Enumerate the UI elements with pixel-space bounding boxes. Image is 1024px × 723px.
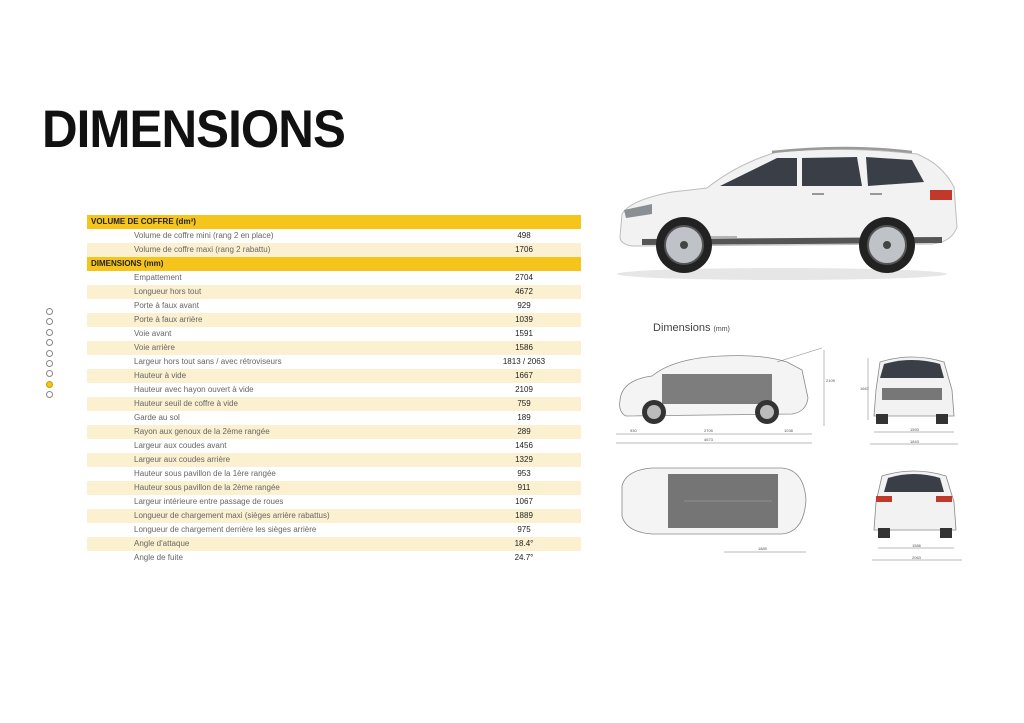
table-row [87,495,581,509]
nav-dot[interactable] [46,318,53,325]
row-label: Largeur aux coudes avant [134,441,227,450]
nav-dot[interactable] [46,350,53,357]
row-label: Porte à faux arrière [134,315,203,324]
dim-rear-width: 2063 [912,555,921,560]
row-value: 2109 [515,385,533,394]
table-row [87,327,581,341]
row-value: 1456 [515,441,533,450]
row-label: Hauteur seuil de coffre à vide [134,399,238,408]
diagrams-unit: (mm) [713,326,730,333]
row-label: Largeur intérieure entre passage de roues [134,497,284,506]
dim-height-open: 2109 [826,378,835,383]
row-value: 1329 [515,455,533,464]
table-row [87,271,581,285]
table-row [87,453,581,467]
row-value: 975 [517,525,531,534]
row-value: 1039 [515,315,533,324]
row-label: Hauteur sous pavillon de la 2ème rangée [134,483,280,492]
row-value: 1706 [515,245,533,254]
dim-rear-track: 1586 [912,543,921,548]
row-label: Rayon aux genoux de la 2ème rangée [134,427,270,436]
table-row [87,523,581,537]
table-row [87,313,581,327]
table-row [87,425,581,439]
nav-dot[interactable] [46,329,53,336]
table-row [87,229,581,243]
row-label: Largeur hors tout sans / avec rétroviseurs [134,357,282,366]
row-label: Angle de fuite [134,553,183,562]
top-dimension-diagram [612,460,812,564]
row-label: Longueur de chargement maxi (sièges arrière rabattus) [134,511,330,520]
row-label: Hauteur à vide [134,371,187,380]
row-label: Volume de coffre maxi (rang 2 rabattu) [134,245,271,254]
car-side-image [612,142,962,282]
row-value: 189 [517,413,531,422]
table-row [87,551,581,565]
row-value: 1813 / 2063 [502,357,546,366]
nav-dot[interactable] [46,391,53,398]
row-label: Longueur de chargement derrière les sièges arrière [134,525,317,534]
row-value: 1586 [515,343,533,352]
row-value: 1067 [515,497,533,506]
row-value: 24.7° [514,553,534,562]
dim-overhang-front: 930 [630,428,637,433]
table-row [87,397,581,411]
table-row [87,299,581,313]
diagrams-title-text: Dimensions [653,322,711,334]
row-value: 1889 [515,511,533,520]
row-label: Volume de coffre mini (rang 2 en place) [134,231,274,240]
dim-front-width: 1843 [910,439,919,444]
dim-load-length: 1889 [758,546,767,551]
row-value: 1591 [515,329,533,338]
section-header: DIMENSIONS (mm) [87,257,581,271]
row-label: Longueur hors tout [134,287,202,296]
table-row [87,439,581,453]
row-label: Voie avant [134,329,172,338]
row-label: Angle d'attaque [134,539,190,548]
row-label: Voie arrière [134,343,175,352]
side-dimension-diagram [612,340,834,452]
row-label: Garde au sol [134,413,180,422]
row-label: Hauteur avec hayon ouvert à vide [134,385,254,394]
section-header: VOLUME DE COFFRE (dm³) [87,215,581,229]
front-dimension-diagram [860,350,970,454]
dim-front-track: 1593 [910,427,919,432]
row-value: 953 [517,469,531,478]
row-value: 289 [517,427,531,436]
nav-dot[interactable] [46,308,53,315]
row-value: 1667 [515,371,533,380]
dim-length: 4673 [704,437,713,442]
dim-overhang-rear: 1038 [784,428,793,433]
row-label: Hauteur sous pavillon de la 1ère rangée [134,469,276,478]
row-value: 18.4° [514,539,534,548]
table-row [87,355,581,369]
table-row [87,285,581,299]
nav-dot[interactable] [46,381,53,388]
row-value: 759 [517,399,531,408]
row-label: Porte à faux avant [134,301,199,310]
table-row [87,341,581,355]
table-row [87,411,581,425]
table-row [87,537,581,551]
row-value: 4672 [515,287,533,296]
row-value: 929 [517,301,531,310]
table-row [87,243,581,257]
table-row [87,509,581,523]
page-navigation [46,308,53,402]
page-title: DIMENSIONS [42,100,345,159]
diagrams-title [653,322,730,334]
table-row [87,467,581,481]
nav-dot[interactable] [46,370,53,377]
nav-dot[interactable] [46,360,53,367]
dim-front-height: 1667 [860,386,869,391]
spec-table [87,215,581,565]
row-value: 911 [517,483,531,492]
dim-wheelbase: 2705 [704,428,713,433]
row-label: Empattement [134,273,182,282]
table-row [87,383,581,397]
row-value: 498 [517,231,531,240]
table-row [87,369,581,383]
row-label: Largeur aux coudes arrière [134,455,231,464]
nav-dot[interactable] [46,339,53,346]
table-row [87,481,581,495]
rear-dimension-diagram [864,462,970,566]
row-value: 2704 [515,273,533,282]
